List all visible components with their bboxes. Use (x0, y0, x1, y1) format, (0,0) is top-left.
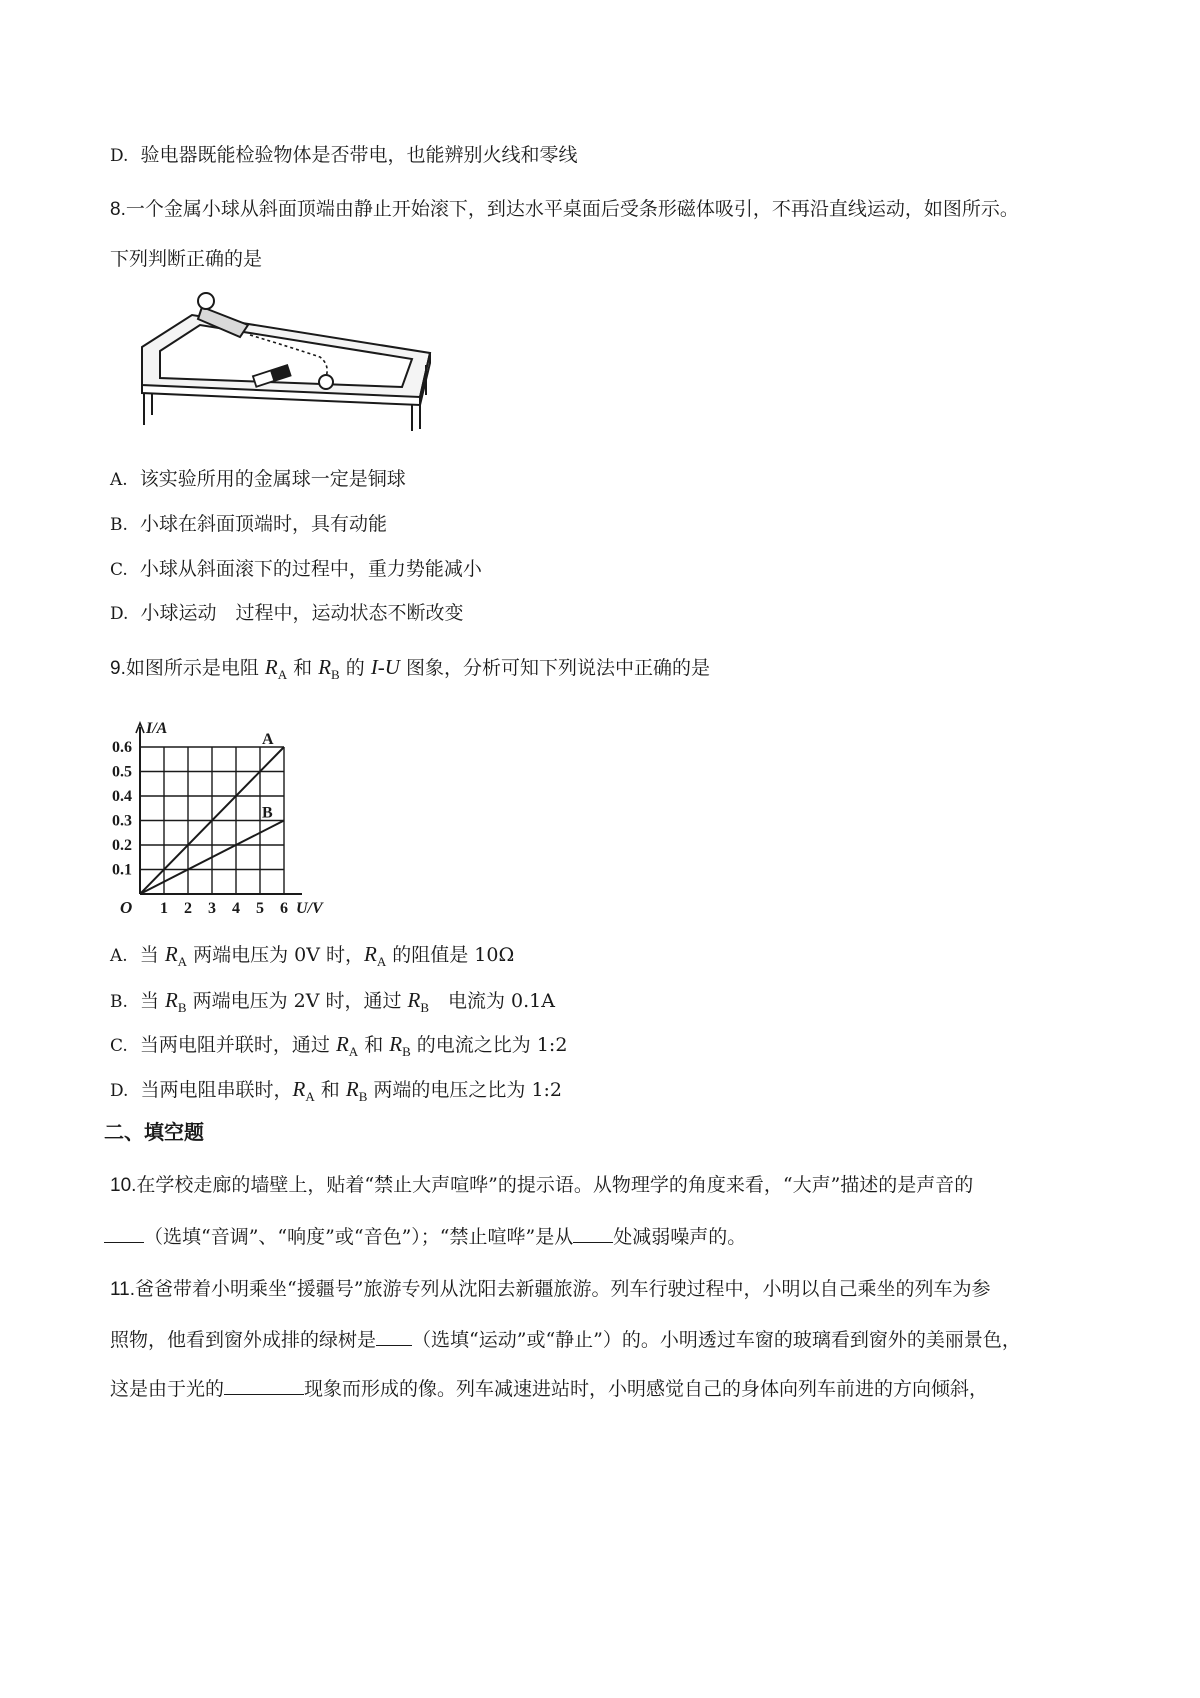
q11-line3 (110, 1376, 988, 1402)
stem-text: 如图所示是电阻 (125, 657, 265, 679)
answer-blank[interactable] (376, 1327, 412, 1346)
q8-option-a (110, 466, 406, 493)
option-text: 当 (139, 944, 165, 966)
q8-option-d (110, 600, 464, 627)
y-tick-label: 0.5 (112, 763, 132, 781)
x-tick-label: 5 (256, 900, 264, 917)
x-tick-label: 4 (232, 900, 240, 917)
subscript-a: A (277, 666, 288, 682)
q8-stem-line1 (110, 196, 1019, 223)
series-label-b: B (262, 804, 273, 822)
option-text: 的电流之比为 1:2 (410, 1034, 568, 1056)
stem-text: （选填“运动”或“静止”）的。小明透过车窗的玻璃看到窗外的美丽景色， (412, 1329, 1021, 1351)
subscript-a: A (376, 953, 387, 969)
option-text: 当两电阻并联时，通过 (139, 1034, 336, 1056)
option-text: 小球运动 过程中，运动状态不断改变 (140, 602, 464, 624)
option-letter: A. (110, 946, 128, 966)
answer-blank[interactable] (104, 1224, 144, 1243)
option-letter: B. (110, 515, 128, 535)
stem-text: 照物，他看到窗外成排的绿树是 (110, 1329, 377, 1351)
symbol-r: R (389, 1032, 403, 1056)
y-tick-label: 0.4 (112, 788, 132, 805)
question-number: 10. (110, 1175, 137, 1196)
option-text: 和 (358, 1034, 390, 1056)
q9-option-c (110, 1031, 567, 1065)
stem-text: 的 (339, 657, 371, 679)
q9-option-a (110, 941, 514, 975)
subscript-a: A (305, 1088, 315, 1104)
stem-text: 下列判断正确的是 (110, 248, 263, 270)
option-text: 小球在斜面顶端时，具有动能 (140, 513, 388, 535)
x-tick-label: 1 (160, 900, 168, 917)
y-tick-label: 0.6 (112, 739, 132, 756)
section-heading: 二、填空题 (104, 1122, 204, 1144)
x-tick-label: 2 (184, 900, 192, 917)
y-tick-label: 0.1 (112, 861, 132, 879)
q10-line2 (104, 1224, 746, 1250)
subscript-b: B (331, 666, 340, 682)
x-tick-label: 6 (280, 900, 288, 917)
q9-option-d (110, 1076, 562, 1110)
option-letter: A. (110, 470, 128, 490)
symbol-r: R (363, 942, 377, 966)
symbol-r: R (264, 655, 278, 679)
q9-stem (110, 654, 710, 688)
q9-option-b (110, 987, 555, 1021)
stem-text: 图象，分析可知下列说法中正确的是 (399, 657, 711, 679)
q10-line1 (110, 1172, 973, 1199)
question-number: 9. (110, 658, 126, 679)
subscript-a: A (177, 953, 188, 969)
subscript-a: A (348, 1043, 359, 1059)
question-number: 8. (110, 199, 126, 220)
question-number: 11. (110, 1279, 136, 1300)
subscript-b: B (358, 1088, 368, 1104)
stem-text: 爸爸带着小明乘坐“援疆号”旅游专列从沈阳去新疆旅游。列车行驶过程中，小明以自己乘坐的列车为参 (135, 1278, 991, 1300)
x-tick-label: 3 (208, 900, 216, 917)
option-text: 该实验所用的金属球一定是铜球 (139, 468, 406, 490)
answer-blank[interactable] (224, 1376, 304, 1395)
stem-text: 处减弱噪声的。 (613, 1226, 747, 1248)
option-text: 当 (140, 990, 166, 1012)
option-letter: D. (110, 146, 129, 166)
option-letter: C. (110, 1036, 128, 1056)
symbol-r: R (407, 988, 421, 1012)
y-axis-label: I/A (146, 720, 168, 737)
iu-graph (100, 712, 340, 922)
option-text: 和 (314, 1079, 346, 1101)
option-letter: D. (110, 604, 129, 624)
stem-text: 和 (287, 657, 319, 679)
subscript-b: B (402, 1043, 411, 1059)
q11-line2 (110, 1327, 1021, 1353)
option-text: 电流为 0.1A (429, 990, 555, 1012)
symbol-r: R (165, 988, 178, 1012)
stem-text: （选填“音调”、“响度”或“音色”）；“禁止喧哗”是从 (144, 1226, 574, 1248)
option-text: 小球从斜面滚下的过程中，重力势能减小 (139, 558, 482, 580)
symbol-r: R (318, 655, 332, 679)
subscript-b: B (177, 999, 187, 1015)
option-text: 验电器既能检验物体是否带电，也能辨别火线和零线 (140, 144, 578, 166)
symbol-iu: I-U (370, 655, 400, 679)
option-text: 的阻值是 10Ω (386, 944, 515, 966)
y-tick-label: 0.3 (112, 812, 132, 830)
answer-blank[interactable] (573, 1224, 613, 1243)
series-label-a: A (262, 731, 274, 748)
option-letter: C. (110, 560, 128, 580)
option-text: 当两电阻串联时， (140, 1079, 293, 1101)
q8-stem-line2 (110, 246, 262, 272)
option-text: 两端电压为 2V 时，通过 (186, 990, 408, 1012)
stem-text: 现象而形成的像。列车减速进站时，小明感觉自己的身体向列车前进的方向倾斜， (304, 1378, 989, 1400)
option-letter: B. (110, 992, 128, 1012)
stem-text: 这是由于光的 (110, 1378, 225, 1400)
origin-label: O (120, 898, 133, 917)
option-letter: D. (110, 1081, 129, 1101)
option-text: 两端电压为 0V 时， (187, 944, 364, 966)
symbol-r: R (164, 942, 178, 966)
q7-option-d (110, 142, 578, 169)
q8-incline-magnet-figure (130, 285, 450, 433)
x-axis-label: U/V (296, 900, 323, 917)
stem-text: 在学校走廊的墙壁上，贴着“禁止大声喧哗”的提示语。从物理学的角度来看，“大声”描述的是声音的 (136, 1174, 974, 1196)
y-tick-label: 0.2 (112, 837, 132, 854)
symbol-r: R (345, 1077, 359, 1101)
symbol-r: R (335, 1032, 349, 1056)
q11-line1 (110, 1276, 990, 1303)
subscript-b: B (420, 999, 430, 1015)
symbol-r: R (292, 1077, 306, 1101)
q8-option-b (110, 511, 387, 538)
q8-option-c (110, 556, 482, 583)
stem-text: 一个金属小球从斜面顶端由静止开始滚下，到达水平桌面后受条形磁体吸引，不再沿直线运动，如图所示。 (125, 198, 1019, 220)
option-text: 两端的电压之比为 1:2 (367, 1079, 563, 1101)
